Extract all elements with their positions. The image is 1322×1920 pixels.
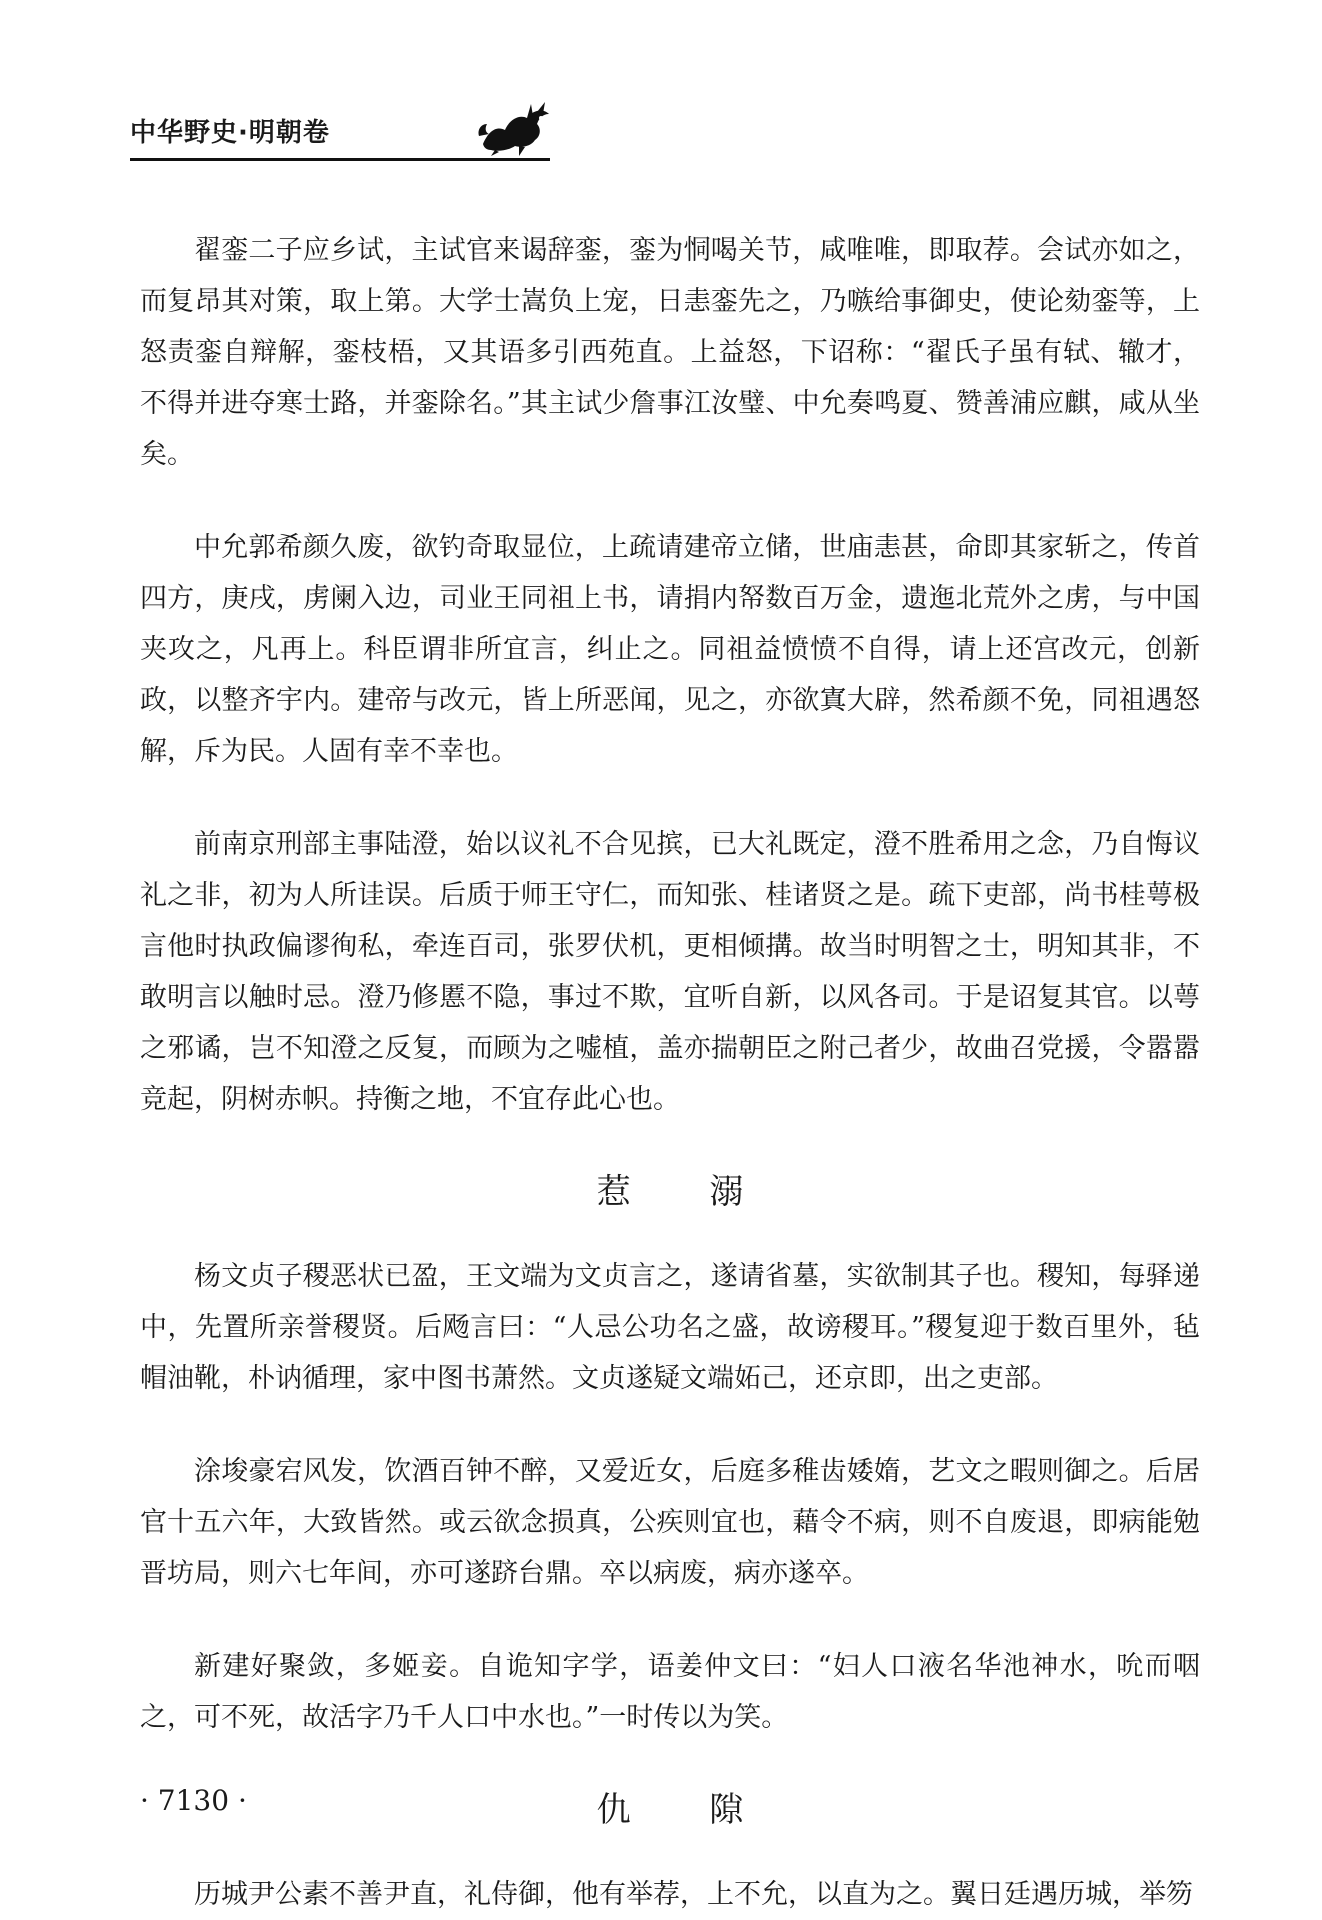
paragraph: 前南京刑部主事陆澄，始以议礼不合见摈，已大礼既定，澄不胜希用之念，乃自悔议礼之非，初为人所诖误。后质于师王守仁，而知张、桂诸贤之是。疏下吏部，尚书桂萼极言他时执政偏谬徇私，牵连百司，张罗伏机，更相倾搆。故当时明智之士，明知其非，不敢明言以触时忌。澄乃修慝不隐，事过不欺，宜听自新，以风各司。于是诏复其官。以萼之邪谲，岂不知澄之反复，而顾为之嘘植，盖亦揣朝臣之附己者少，故曲召党援，令嚣嚣竞起，阴树赤帜。持衡之地，不宜存此心也。 <box>140 829 1200 1115</box>
paragraph: 涂埈豪宕风发，饮酒百钟不醉，又爱近女，后庭多稚齿婑媠，艺文之暇则御之。后居官十五六年，大致皆然。或云欲念损真，公疾则宜也，藉令不病，则不自废退，即病能勉晋坊局，则六七年间，亦可遂跻台鼎。卒以病废，病亦遂卒。 <box>140 1456 1200 1589</box>
header-rule <box>130 158 550 161</box>
running-header <box>130 100 550 160</box>
paragraph: 新建好聚敛，多姬妾。自诡知字学，语姜仲文曰：“妇人口液名华池神水，吮而咽之，可不死，故活字乃千人口中水也。”一时传以为笑。 <box>140 1651 1200 1733</box>
paragraph: 杨文贞子稷恶状已盈，王文端为文贞言之，遂请省墓，实欲制其子也。稷知，每驿递中，先置所亲誉稷贤。后飏言曰：“人忌公功名之盛，故谤稷耳。”稷复迎于数百里外，毡帽油靴，朴讷循理，家中图书萧然。文贞遂疑文端妬己，还京即，出之吏部。 <box>140 1261 1200 1394</box>
paragraph: 中允郭希颜久废，欲钓奇取显位，上疏请建帝立储，世庙恚甚，命即其家斩之，传首四方，庚戌，虏阑入边，司业王同祖上书，请捐内帑数百万金，遗迤北荒外之虏，与中国夹攻之，凡再上。科臣谓非所宜言，纠止之。同祖益愤愤不自得，请上还宫改元，创新政，以整齐宇内。建帝与改元，皆上所恶闻，见之，亦欲寘大辟，然希颜不免，同祖遇怒解，斥为民。人固有幸不幸也。 <box>140 532 1200 767</box>
section-title: 仇 隙 <box>596 1790 778 1830</box>
paragraph: 历城尹公素不善尹直，礼侍御，他有举荐，上不允，以直为之。翼日廷遇历城，举笏 <box>194 1879 1193 1910</box>
paragraph: 翟銮二子应乡试，主试官来谒辞銮，銮为恫喝关节，咸唯唯，即取荐。会试亦如之，而复昂其对策，取上第。大学士嵩负上宠，日恚銮先之，乃嗾给事御史，使论劾銮等，上怒责銮自辩解，銮枝梧，又其语多引西苑直。上益怒，下诏称：“翟氏子虽有轼、辙才，不得并进夺寒士路，并銮除名。”其主试少詹事江汝璧、中允奏鸣夏、赞善浦应麒，咸从坐矣。 <box>140 235 1200 470</box>
page-number: · 7130 · <box>140 1784 247 1817</box>
page-body <box>140 225 1200 1920</box>
series-title: 中华野史·明朝卷 <box>130 118 330 148</box>
dragon-icon <box>475 100 555 156</box>
section-title: 惹 溺 <box>596 1172 778 1212</box>
